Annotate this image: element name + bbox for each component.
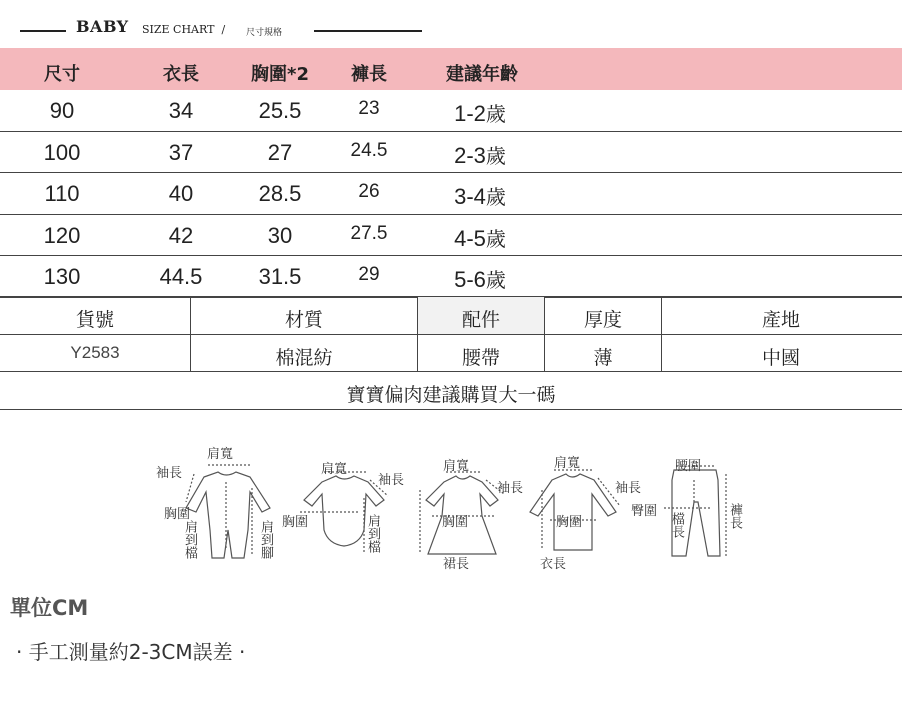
age-range: 5-6 [454, 267, 486, 292]
cell-length: 34 [168, 98, 194, 123]
cell-size: 100 [43, 139, 81, 165]
cell-age [454, 181, 506, 210]
note-bottom-line [0, 409, 902, 410]
row-divider [0, 172, 902, 173]
label-garment-length: 衣長 [540, 557, 567, 572]
label-shoulder: 肩寬 [443, 459, 470, 474]
label-sleeve: 袖長 [378, 473, 405, 488]
label-chest: 胸圍 [556, 515, 583, 530]
header-rule-left [20, 30, 66, 32]
cell-chest: 31.5 [258, 264, 302, 289]
info-value-code: Y2583 [70, 343, 120, 362]
label-pants-length: 褲長 [727, 503, 742, 529]
age-unit: 歲 [485, 145, 506, 168]
cell-pants: 26 [358, 181, 380, 202]
col-length: 衣長 [163, 64, 199, 85]
label-hip: 臀圍 [631, 504, 658, 519]
cell-pants: 23 [358, 98, 380, 119]
cell-pants: 27.5 [350, 222, 388, 244]
cell-size: 90 [49, 98, 75, 123]
label-skirt-length: 裙長 [443, 557, 470, 572]
age-unit: 歲 [485, 104, 506, 126]
info-mid-line [0, 334, 902, 335]
cell-pants: 24.5 [350, 139, 388, 161]
measurement-note: · 手工測量約2-3CM誤差 · [16, 640, 246, 664]
label-chest: 胸圍 [442, 515, 469, 530]
age-range: 2-3 [454, 142, 486, 168]
row-divider [0, 214, 902, 215]
col-size: 尺寸 [44, 64, 80, 85]
cell-length: 44.5 [159, 264, 203, 289]
label-shoulder: 肩寬 [554, 456, 581, 471]
info-divider [544, 296, 545, 371]
info-header-accessory: 配件 [461, 309, 501, 331]
info-header-thickness: 厚度 [583, 309, 623, 331]
cell-age [454, 264, 506, 293]
label-shoulder-to-foot: 肩到腳 [258, 520, 273, 559]
info-value-material: 棉混紡 [275, 347, 333, 369]
info-value-accessory: 腰帶 [461, 347, 501, 369]
header-subtitle: SIZE CHART / [142, 23, 226, 36]
age-range: 4-5 [454, 225, 486, 251]
info-header-material: 材質 [284, 309, 324, 331]
cell-age [454, 223, 506, 252]
label-chest: 胸圍 [282, 515, 309, 530]
cell-length: 37 [168, 139, 194, 165]
header-rule-right [314, 30, 422, 32]
info-divider [661, 296, 662, 371]
age-unit: 歲 [485, 270, 506, 292]
col-chest: 胸圍*2 [251, 64, 309, 85]
label-shoulder-to-crotch: 肩到檔 [182, 520, 197, 559]
unit-label: 單位CM [10, 596, 89, 620]
header-title: BABY [76, 17, 129, 36]
label-chest: 胸圍 [164, 507, 191, 522]
cell-age [454, 98, 506, 127]
cell-length: 40 [168, 181, 194, 206]
info-header-code: 貨號 [75, 309, 115, 331]
info-value-origin: 中國 [761, 347, 801, 369]
age-unit: 歲 [485, 228, 506, 251]
cell-length: 42 [168, 222, 194, 248]
cell-chest: 30 [267, 222, 293, 248]
label-shoulder: 肩寬 [321, 462, 348, 477]
label-crotch-length: 檔長 [669, 512, 684, 538]
row-divider [0, 255, 902, 256]
info-bottom-line [0, 371, 902, 372]
cell-chest: 28.5 [258, 181, 302, 206]
cell-size: 130 [43, 264, 81, 289]
label-sleeve: 袖長 [497, 481, 524, 496]
age-range: 3-4 [454, 184, 486, 209]
info-value-thickness: 薄 [593, 347, 613, 369]
age-unit: 歲 [485, 187, 506, 209]
cell-size: 110 [44, 181, 80, 206]
label-waist: 腰圍 [675, 459, 702, 474]
cell-chest: 25.5 [258, 98, 302, 123]
col-pants: 褲長 [351, 64, 387, 85]
cell-chest: 27 [267, 139, 293, 165]
label-shoulder-to-crotch: 肩到檔 [365, 514, 380, 553]
cell-size: 120 [43, 222, 81, 248]
cell-pants: 29 [358, 264, 380, 285]
size-advice-note: 寶寶偏肉建議購買大一碼 [346, 384, 556, 406]
label-sleeve: 袖長 [615, 481, 642, 496]
label-sleeve: 袖長 [156, 466, 183, 481]
row-divider [0, 131, 902, 132]
age-range: 1-2 [454, 101, 486, 126]
header-subtitle-zh: 尺寸規格 [246, 28, 283, 38]
info-header-origin: 產地 [761, 309, 801, 331]
label-shoulder: 肩寬 [207, 447, 234, 462]
col-age: 建議年齡 [446, 64, 518, 85]
info-divider [190, 296, 191, 371]
cell-age [454, 140, 506, 169]
